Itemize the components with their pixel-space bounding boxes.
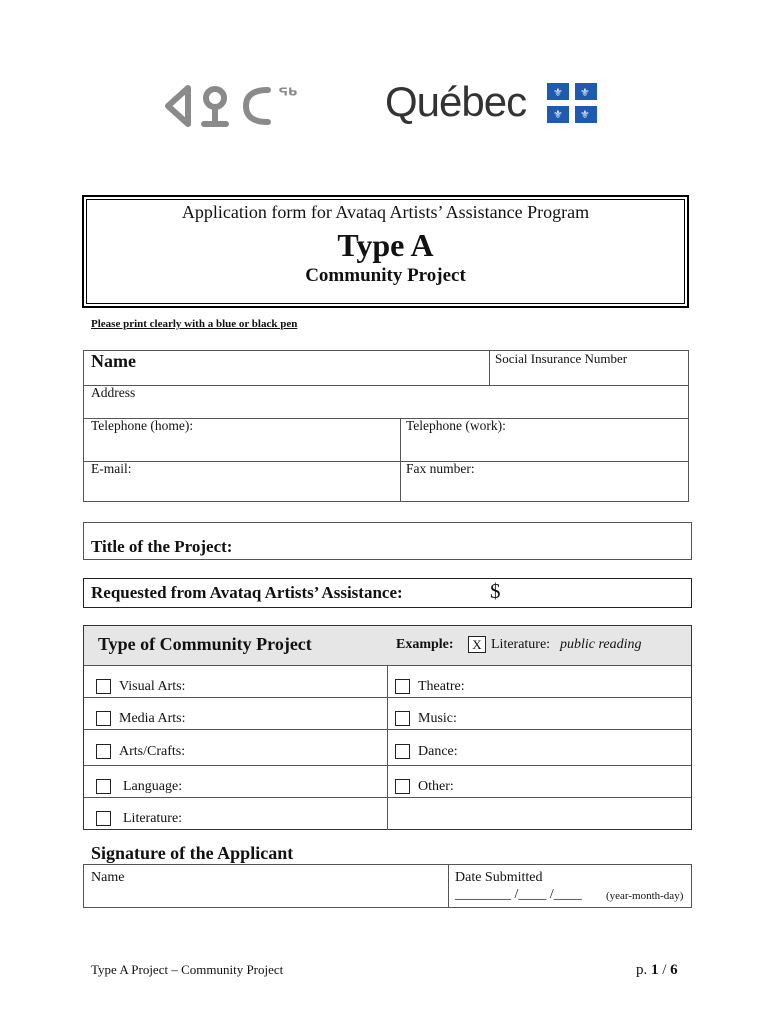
title-box bbox=[82, 195, 689, 308]
project-title-field[interactable] bbox=[83, 522, 692, 560]
quebec-wordmark: Québec bbox=[385, 78, 527, 125]
currency-symbol: $ bbox=[490, 579, 501, 603]
option-theatre[interactable] bbox=[395, 677, 465, 695]
quebec-logo bbox=[385, 78, 600, 130]
option-label: Visual Arts: bbox=[119, 679, 186, 694]
tel-home-field[interactable]: Telephone (home): bbox=[91, 418, 194, 433]
option-music[interactable] bbox=[395, 709, 457, 727]
project-type-header bbox=[84, 626, 691, 666]
project-title-label: Title of the Project: bbox=[91, 537, 233, 556]
avataq-logo-graphic bbox=[160, 80, 320, 130]
applicant-table bbox=[83, 350, 689, 502]
option-label: Theatre: bbox=[418, 679, 465, 694]
option-other[interactable] bbox=[395, 777, 454, 795]
example-checkbox: X bbox=[468, 636, 486, 653]
page-total: 6 bbox=[670, 962, 678, 978]
form-title: Application form for Avataq Artists’ Assistance Program bbox=[181, 202, 590, 222]
signature-table bbox=[83, 864, 692, 908]
option-visual-arts[interactable] bbox=[96, 677, 185, 695]
option-label: Dance: bbox=[418, 744, 458, 759]
project-type-table bbox=[83, 625, 692, 830]
checkbox[interactable] bbox=[96, 679, 111, 694]
option-dance[interactable] bbox=[395, 742, 458, 760]
checkbox[interactable] bbox=[395, 679, 410, 694]
svg-text:⚜: ⚜ bbox=[553, 86, 563, 99]
sin-field[interactable]: Social Insurance Number bbox=[495, 351, 628, 366]
page-sep: / bbox=[662, 962, 667, 978]
example-text: Literature: bbox=[491, 637, 551, 652]
option-label: Arts/Crafts: bbox=[119, 744, 186, 759]
form-subtitle: Community Project bbox=[305, 265, 466, 286]
option-label: Other: bbox=[418, 779, 454, 794]
quebec-flag-icon bbox=[547, 83, 597, 123]
example-italic: public reading bbox=[560, 637, 642, 652]
tel-work-field[interactable]: Telephone (work): bbox=[406, 418, 506, 433]
page-prefix: p. bbox=[636, 962, 648, 978]
option-label: Literature: bbox=[123, 811, 183, 826]
project-type-heading: Type of Community Project bbox=[98, 634, 312, 654]
option-label: Language: bbox=[123, 779, 183, 794]
form-type: Type A bbox=[337, 227, 434, 263]
signature-heading: Signature of the Applicant bbox=[91, 843, 294, 863]
example-label: Example: bbox=[396, 637, 454, 652]
fax-field[interactable]: Fax number: bbox=[406, 461, 475, 476]
option-label: Music: bbox=[418, 711, 457, 726]
footer-title: Type A Project – Community Project bbox=[91, 962, 284, 977]
option-arts-crafts[interactable] bbox=[96, 742, 185, 760]
name-field[interactable]: Name bbox=[91, 351, 136, 371]
checkbox[interactable] bbox=[96, 711, 111, 726]
requested-amount-field[interactable] bbox=[83, 578, 692, 608]
checkbox[interactable] bbox=[96, 744, 111, 759]
date-format-hint: (year-month-day) bbox=[606, 890, 684, 902]
checkbox[interactable] bbox=[395, 779, 410, 794]
option-language[interactable] bbox=[96, 777, 182, 795]
checkbox[interactable] bbox=[395, 711, 410, 726]
address-field[interactable]: Address bbox=[91, 385, 136, 400]
email-field[interactable]: E-mail: bbox=[91, 461, 132, 476]
signature-name-field[interactable]: Name bbox=[91, 870, 125, 885]
checkbox[interactable] bbox=[96, 811, 111, 826]
svg-text:⚜: ⚜ bbox=[553, 108, 563, 121]
svg-text:⚜: ⚜ bbox=[580, 108, 590, 121]
checkbox[interactable] bbox=[395, 744, 410, 759]
svg-text:⚜: ⚜ bbox=[580, 86, 590, 99]
date-submitted-field[interactable]: ________ /____ /____ bbox=[455, 887, 582, 902]
option-literature[interactable] bbox=[96, 809, 182, 827]
page-current: 1 bbox=[651, 962, 659, 978]
checkbox[interactable] bbox=[96, 779, 111, 794]
option-media-arts[interactable] bbox=[96, 709, 186, 727]
logo-superscript: ᖅ bbox=[278, 83, 298, 107]
requested-label: Requested from Avataq Artists’ Assistance: bbox=[91, 583, 403, 602]
instruction-text: Please print clearly with a blue or black pen bbox=[91, 318, 298, 330]
option-label: Media Arts: bbox=[119, 711, 186, 726]
page-number bbox=[636, 962, 678, 979]
date-submitted-label: Date Submitted bbox=[455, 870, 543, 885]
avataq-logo bbox=[160, 80, 320, 130]
